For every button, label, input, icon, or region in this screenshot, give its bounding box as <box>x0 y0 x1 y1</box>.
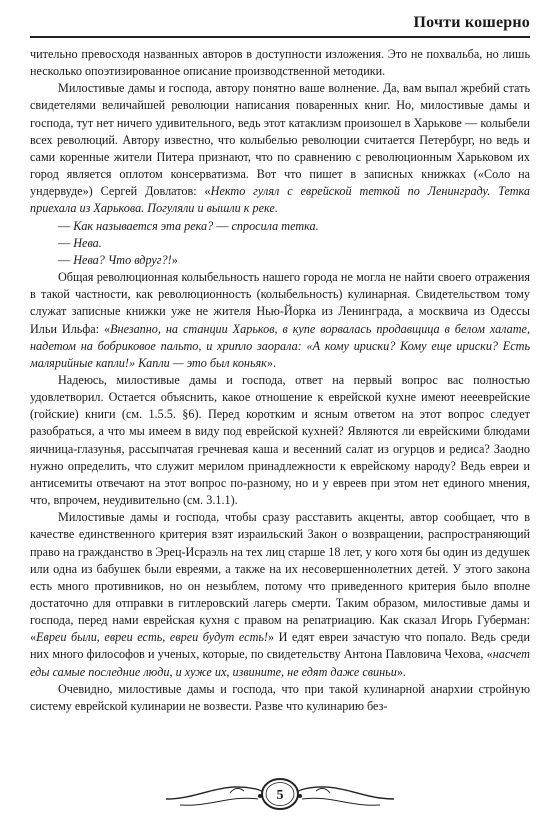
dialogue-line: — Как называется эта река? — спросила тетка. <box>58 218 319 233</box>
body-paragraph: Очевидно, милостивые дамы и господа, что при такой кулинарной анархии стройную систему еврейской кулинарии не возвести. Разве что кулинарию без- <box>30 681 530 713</box>
running-header-title: Почти кошерно <box>413 14 530 31</box>
page-footer <box>0 769 560 815</box>
page-body <box>30 46 530 768</box>
body-paragraph: Милостивые дамы и господа, чтобы сразу расставить акценты, автор сообщает, что в качестве единственного критерия взят израильский Закон о возвращении, распространяющий право на гражданство в Эрец-Исраэль на тех лиц старше 18 лет, у кого хотя бы один из дедушек или одна из бабушек были евреями, а также на их несовершеннолетних детей. У этого закона есть много противников, но он незыблем, потому что приведенного критерия было вполне достаточно для отправки в гитлеровский лагерь смерти. Таким образом, милостивые дамы и господа, перед нами еврейская кухня с правом на репатриацию. Как сказал Игорь Губерман: «Евреи были, евреи есть, евреи будут есть!» И едят евреи зачастую что попало. Ведь среди них много философов и ученых, которые, по свидетельству Антона Павловича Чехова, «насчет еды самые последние люди, и хуже их, извините, не едят даже свиньи». <box>30 510 530 679</box>
dialogue-line: — Нева? Что вдруг?!» <box>58 252 178 267</box>
dialogue-line: — Нева. <box>58 235 102 250</box>
body-paragraph: Общая революционная колыбельность нашего города не могла не найти своего отражения в такой частности, как революционность (колыбельность) кулинарная. Свидетельством тому служат записные книжки уже не жителя Нью-Йорка из Ленинграда, а москвича из Одессы Ильи Ильфа: «Внезапно, на станции Харьков, в купе ворвалась продавщица в белом халате, надетом на бобриковое пальто, и хриплo заорала: «А кому ириски? Кому еще ириски? Есть малярийные капли!» Капли — это был коньяк». <box>30 270 530 370</box>
body-paragraph: Милостивые дамы и господа, автору понятно ваше волнение. Да, вам выпал жребий стать свидетелями величайшей революции написания поваренных книг. Но, милостивые дамы и господа, тут нет ничего удивительного, ведь этот катаклизм произошел в Харькове — колыбели всех революций. Автору известно, что колыбелью революции считается Петербург, но ведь и сами коренные жители Питера признают, что по сравнению с революционным Харьковом их город является оплотом консерватизма. Вот что пишет в записных книжках («Соло на ундервуде») Сергей Довлатов: «Некто гулял с еврейской теткой по Ленинграду. Тетка приехала из Харькова. Погуляли и вышли к реке. <box>30 81 530 216</box>
body-paragraph: Надеюсь, милостивые дамы и господа, ответ на первый вопрос вас полностью удовлетворил. Остается объяснить, какое отношение к еврейской кухне имеют неееврейские (гойские) книги (см. 1.5.5. §6). Перед коротким и ясным ответом на этот вопрос следует разобраться, а что мы имеем в виду под еврейской кухней? Являются ли еврейскими блюдами яичница-глазунья, рассыпчатая гречневая каша и весенний салат из огурцов и редиса? Заодно нужно определить, что служит мерилом принадлежности к еврейскому народу? Ведь евреи и антисемиты отвечают на этот вопрос по-разному, но и у евреев при этом нет единого мнения, что, впрочем, неудивительно (см. 3.1.1). <box>30 372 530 508</box>
page-number: 5 <box>276 788 284 803</box>
body-paragraph: чительно превосходя названных авторов в доступности изложения. Это не похвальба, но лишь несколько опоэтизированное описание производственной методики. <box>30 47 530 79</box>
running-header <box>30 10 530 38</box>
